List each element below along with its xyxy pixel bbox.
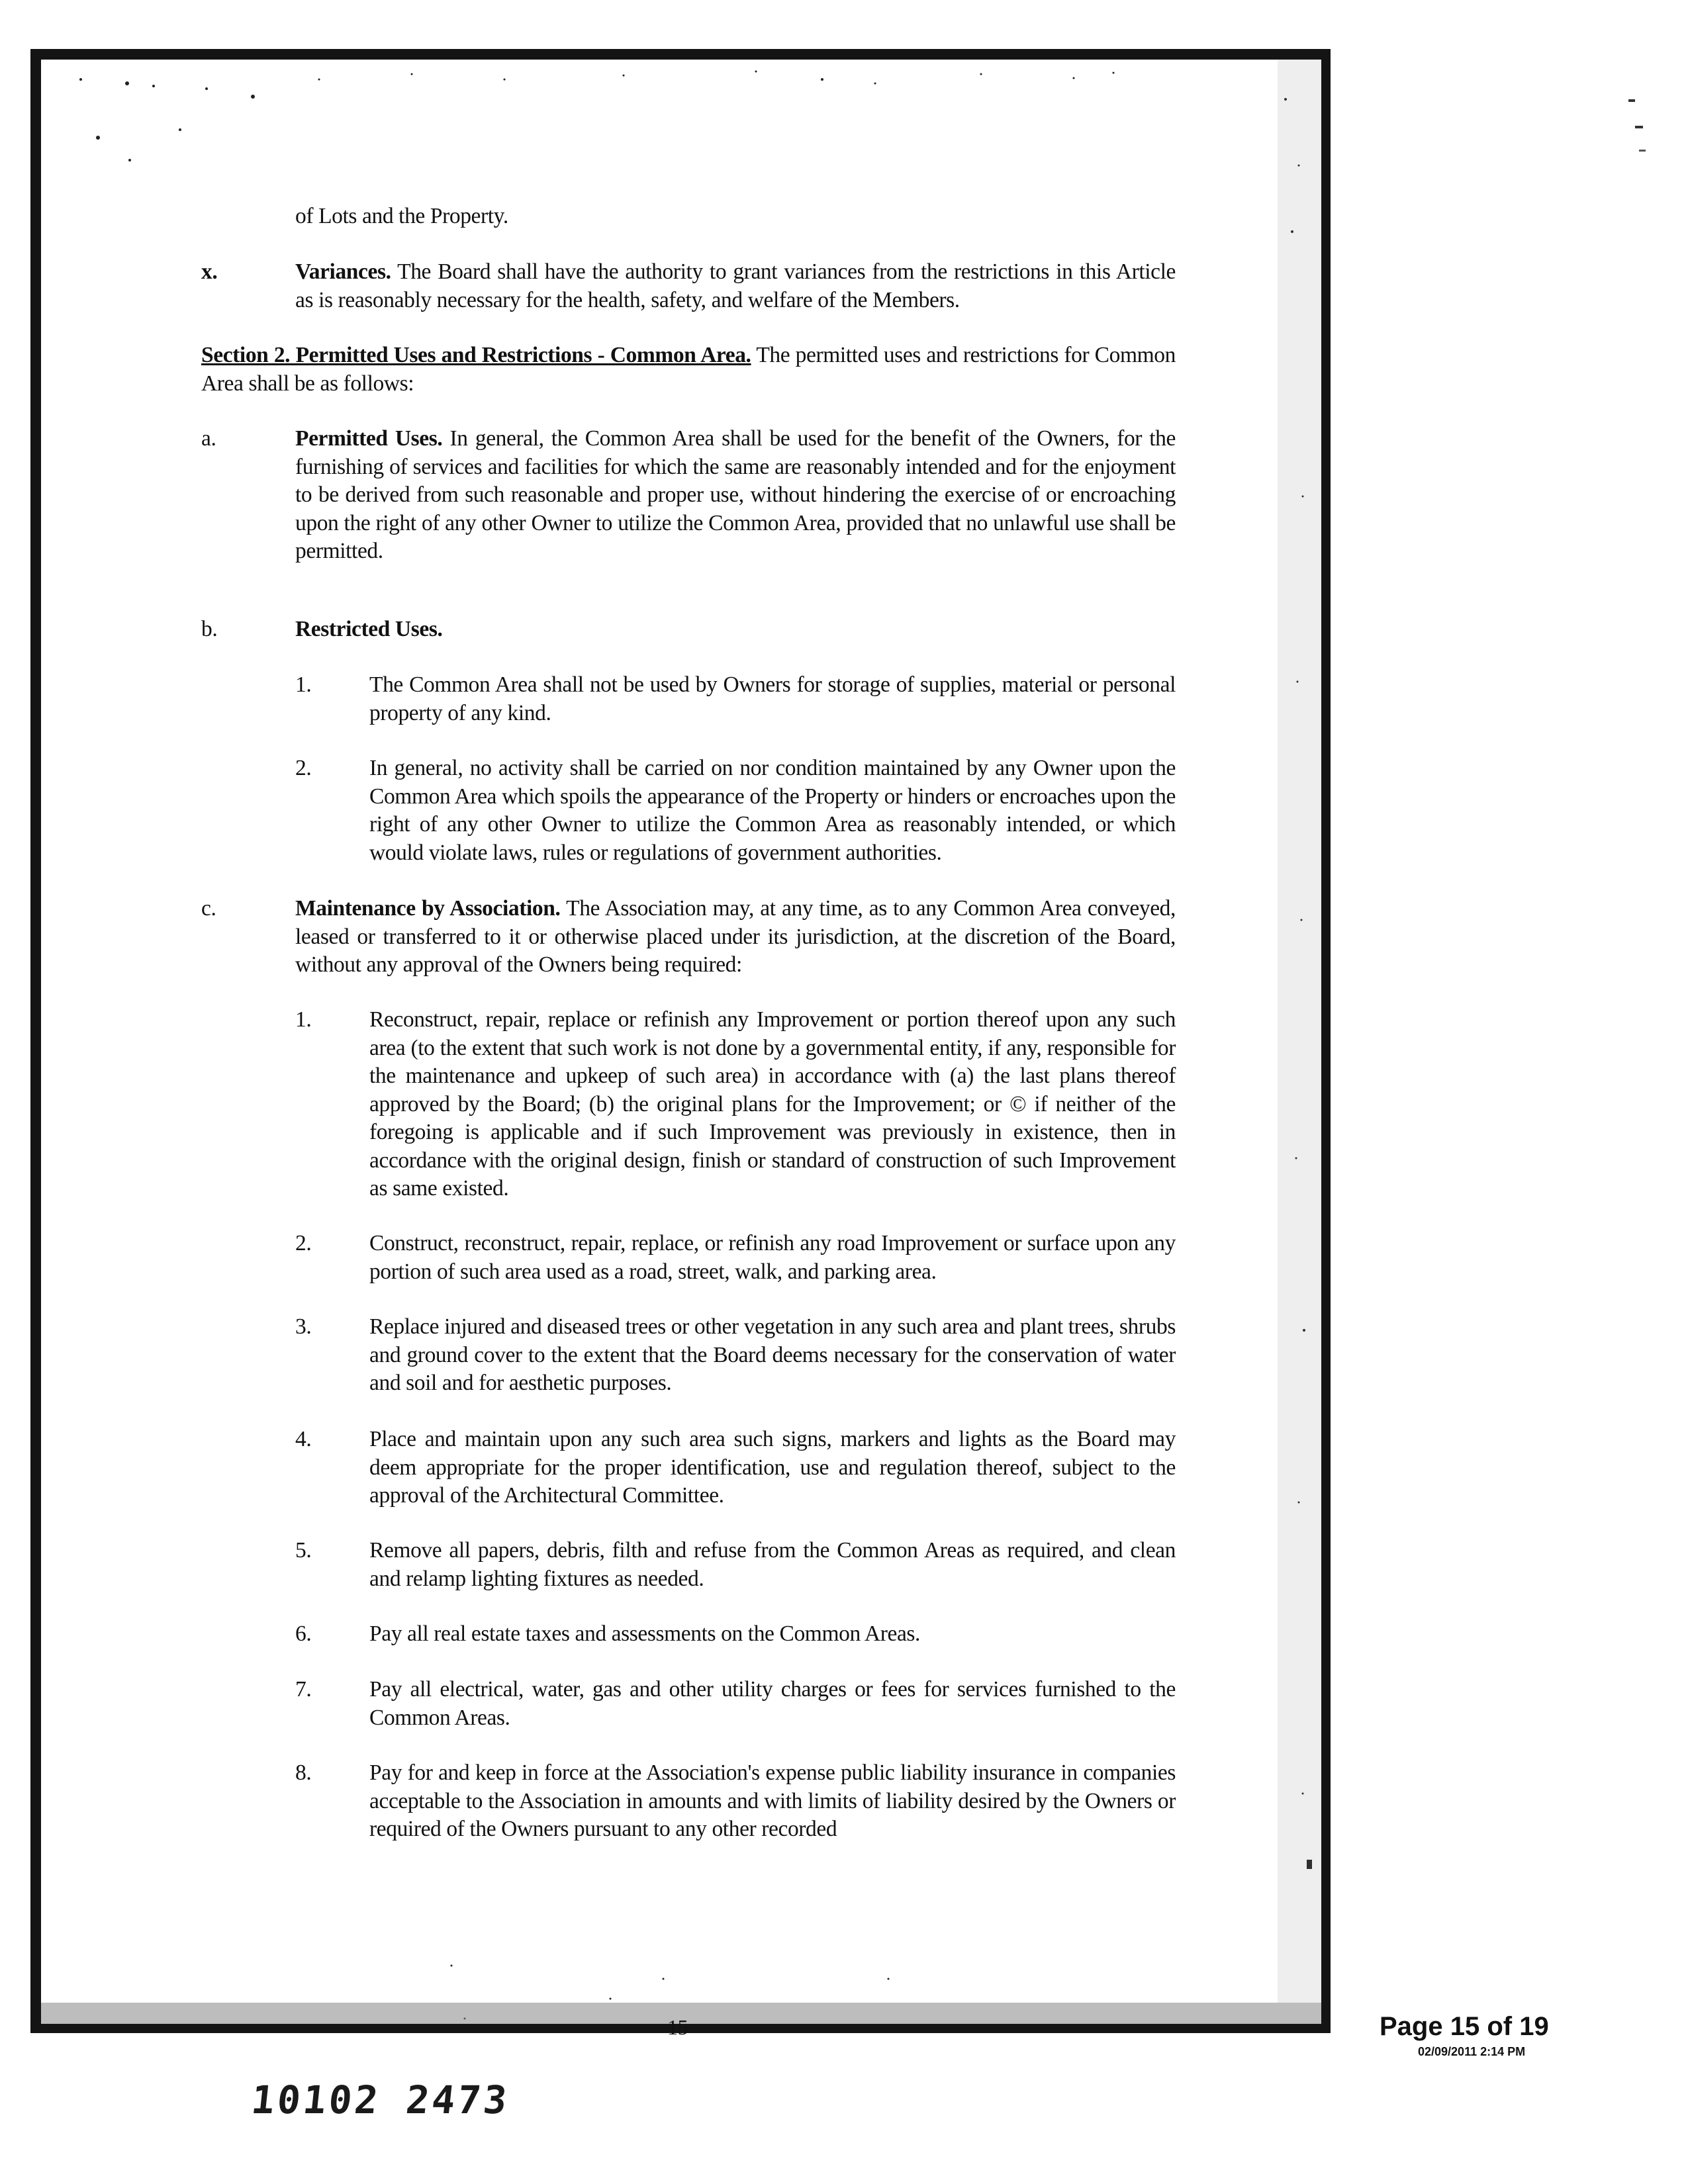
item-b2-number: 2. <box>295 756 312 780</box>
item-a-title: Permitted Uses. <box>295 426 443 451</box>
item-c2-text: Construct, reconstruct, repair, replace, or refinish any road Improvement or surface upon any portion of such area used as a road, street, walk, and parking area. <box>369 1231 1176 1284</box>
item-c-paragraph <box>295 895 1176 979</box>
item-c3-number: 3. <box>295 1314 312 1339</box>
item-a-paragraph <box>295 425 1176 566</box>
item-c5-number: 5. <box>295 1538 312 1563</box>
item-c6-number: 6. <box>295 1621 312 1646</box>
section-2-heading: Section 2. Permitted Uses and Restrictions - Common Area. <box>201 343 751 367</box>
item-b1-text: The Common Area shall not be used by Owners for storage of supplies, material or personal property of any kind. <box>369 672 1176 725</box>
item-c7-number: 7. <box>295 1677 312 1702</box>
item-b-title: Restricted Uses. <box>295 617 443 641</box>
item-c4-number: 4. <box>295 1427 312 1451</box>
page-number: 15 <box>667 2015 688 2039</box>
scanned-page <box>30 49 1331 2122</box>
continuation-text: of Lots and the Property. <box>295 204 508 228</box>
item-c-mark: c. <box>201 896 216 921</box>
item-b1-number: 1. <box>295 672 312 697</box>
variances-title: Variances. <box>295 259 391 284</box>
item-c1-number: 1. <box>295 1007 312 1032</box>
section-2-text: The permitted uses and restrictions for Common Area shall be as follows: <box>201 343 1176 396</box>
item-a-mark: a. <box>201 426 216 451</box>
item-b-mark: b. <box>201 617 218 641</box>
item-c6-text: Pay all real estate taxes and assessments on the Common Areas. <box>369 1621 921 1646</box>
item-c5-text: Remove all papers, debris, filth and refuse from the Common Areas as required, and clean and relamp lighting fixtures as needed. <box>369 1538 1176 1591</box>
variances-paragraph <box>295 258 1176 314</box>
item-c4-text: Place and maintain upon any such area such signs, markers and lights as the Board may deem appropriate for the proper identification, use and regulation thereof, subject to the approval of the Architectural Committee. <box>369 1427 1176 1508</box>
document-body <box>41 60 1321 2122</box>
item-c7-text: Pay all electrical, water, gas and other utility charges or fees for services furnished to the Common Areas. <box>369 1677 1176 1730</box>
item-c-title: Maintenance by Association. <box>295 896 561 921</box>
item-c8-text: Pay for and keep in force at the Association's expense public liability insurance in companies acceptable to the Association in amounts and with limits of liability desired by the Owners or required of the Owners pursuant to any other recorded <box>369 1760 1176 1841</box>
item-c1-text: Reconstruct, repair, replace or refinish any Improvement or portion thereof upon any such area (to the extent that such work is not done by a governmental entity, if any, responsible for the maintenance and upkeep of such area) in accordance with (a) the last plans thereof approved by the Board; (b) the original plans for the Improvement; or © if neither of the foregoing is applicable and if such Improvement was previously in existence, then in accordance with the original design, finish or standard of construction of such Improvement as same existed. <box>369 1007 1176 1201</box>
recording-stamp: 10102 2473 <box>249 2077 512 2122</box>
item-a-text: In general, the Common Area shall be used for the benefit of the Owners, for the furnishing of services and facilities for which the same are reasonably intended and for the enjoyment to be derived from such reasonable and proper use, without hindering the exercise of or encroaching upon the right of any other Owner to utilize the Common Area, provided that no unlawful use shall be permitted. <box>295 426 1176 563</box>
item-b2-text: In general, no activity shall be carried on nor condition maintained by any Owner upon the Common Area which spoils the appearance of the Property or hinders or encroaches upon the right of any other Owner to utilize the Common Area as reasonably intended, or which would violate laws, rules or regulations of government authorities. <box>369 756 1176 865</box>
item-c2-number: 2. <box>295 1231 312 1255</box>
footer-timestamp: 02/09/2011 2:14 PM <box>1418 2045 1526 2058</box>
footer-page-label: Page 15 of 19 <box>1380 2012 1549 2041</box>
item-c-text: The Association may, at any time, as to any Common Area conveyed, leased or transferred to it or otherwise placed under its jurisdiction, at the discretion of the Board, without any approval of the Owners being required: <box>295 896 1176 977</box>
edge-marks <box>1615 99 1655 192</box>
variances-mark: x. <box>201 259 218 284</box>
section-2-paragraph <box>201 341 1176 398</box>
item-c8-number: 8. <box>295 1760 312 1785</box>
variances-text: The Board shall have the authority to grant variances from the restrictions in this Article as is reasonably necessary for the health, safety, and welfare of the Members. <box>295 259 1176 312</box>
item-c3-text: Replace injured and diseased trees or other vegetation in any such area and plant trees, shrubs and ground cover to the extent that the Board deems necessary for the conservation of water and soil and for aesthetic purposes. <box>369 1314 1176 1395</box>
